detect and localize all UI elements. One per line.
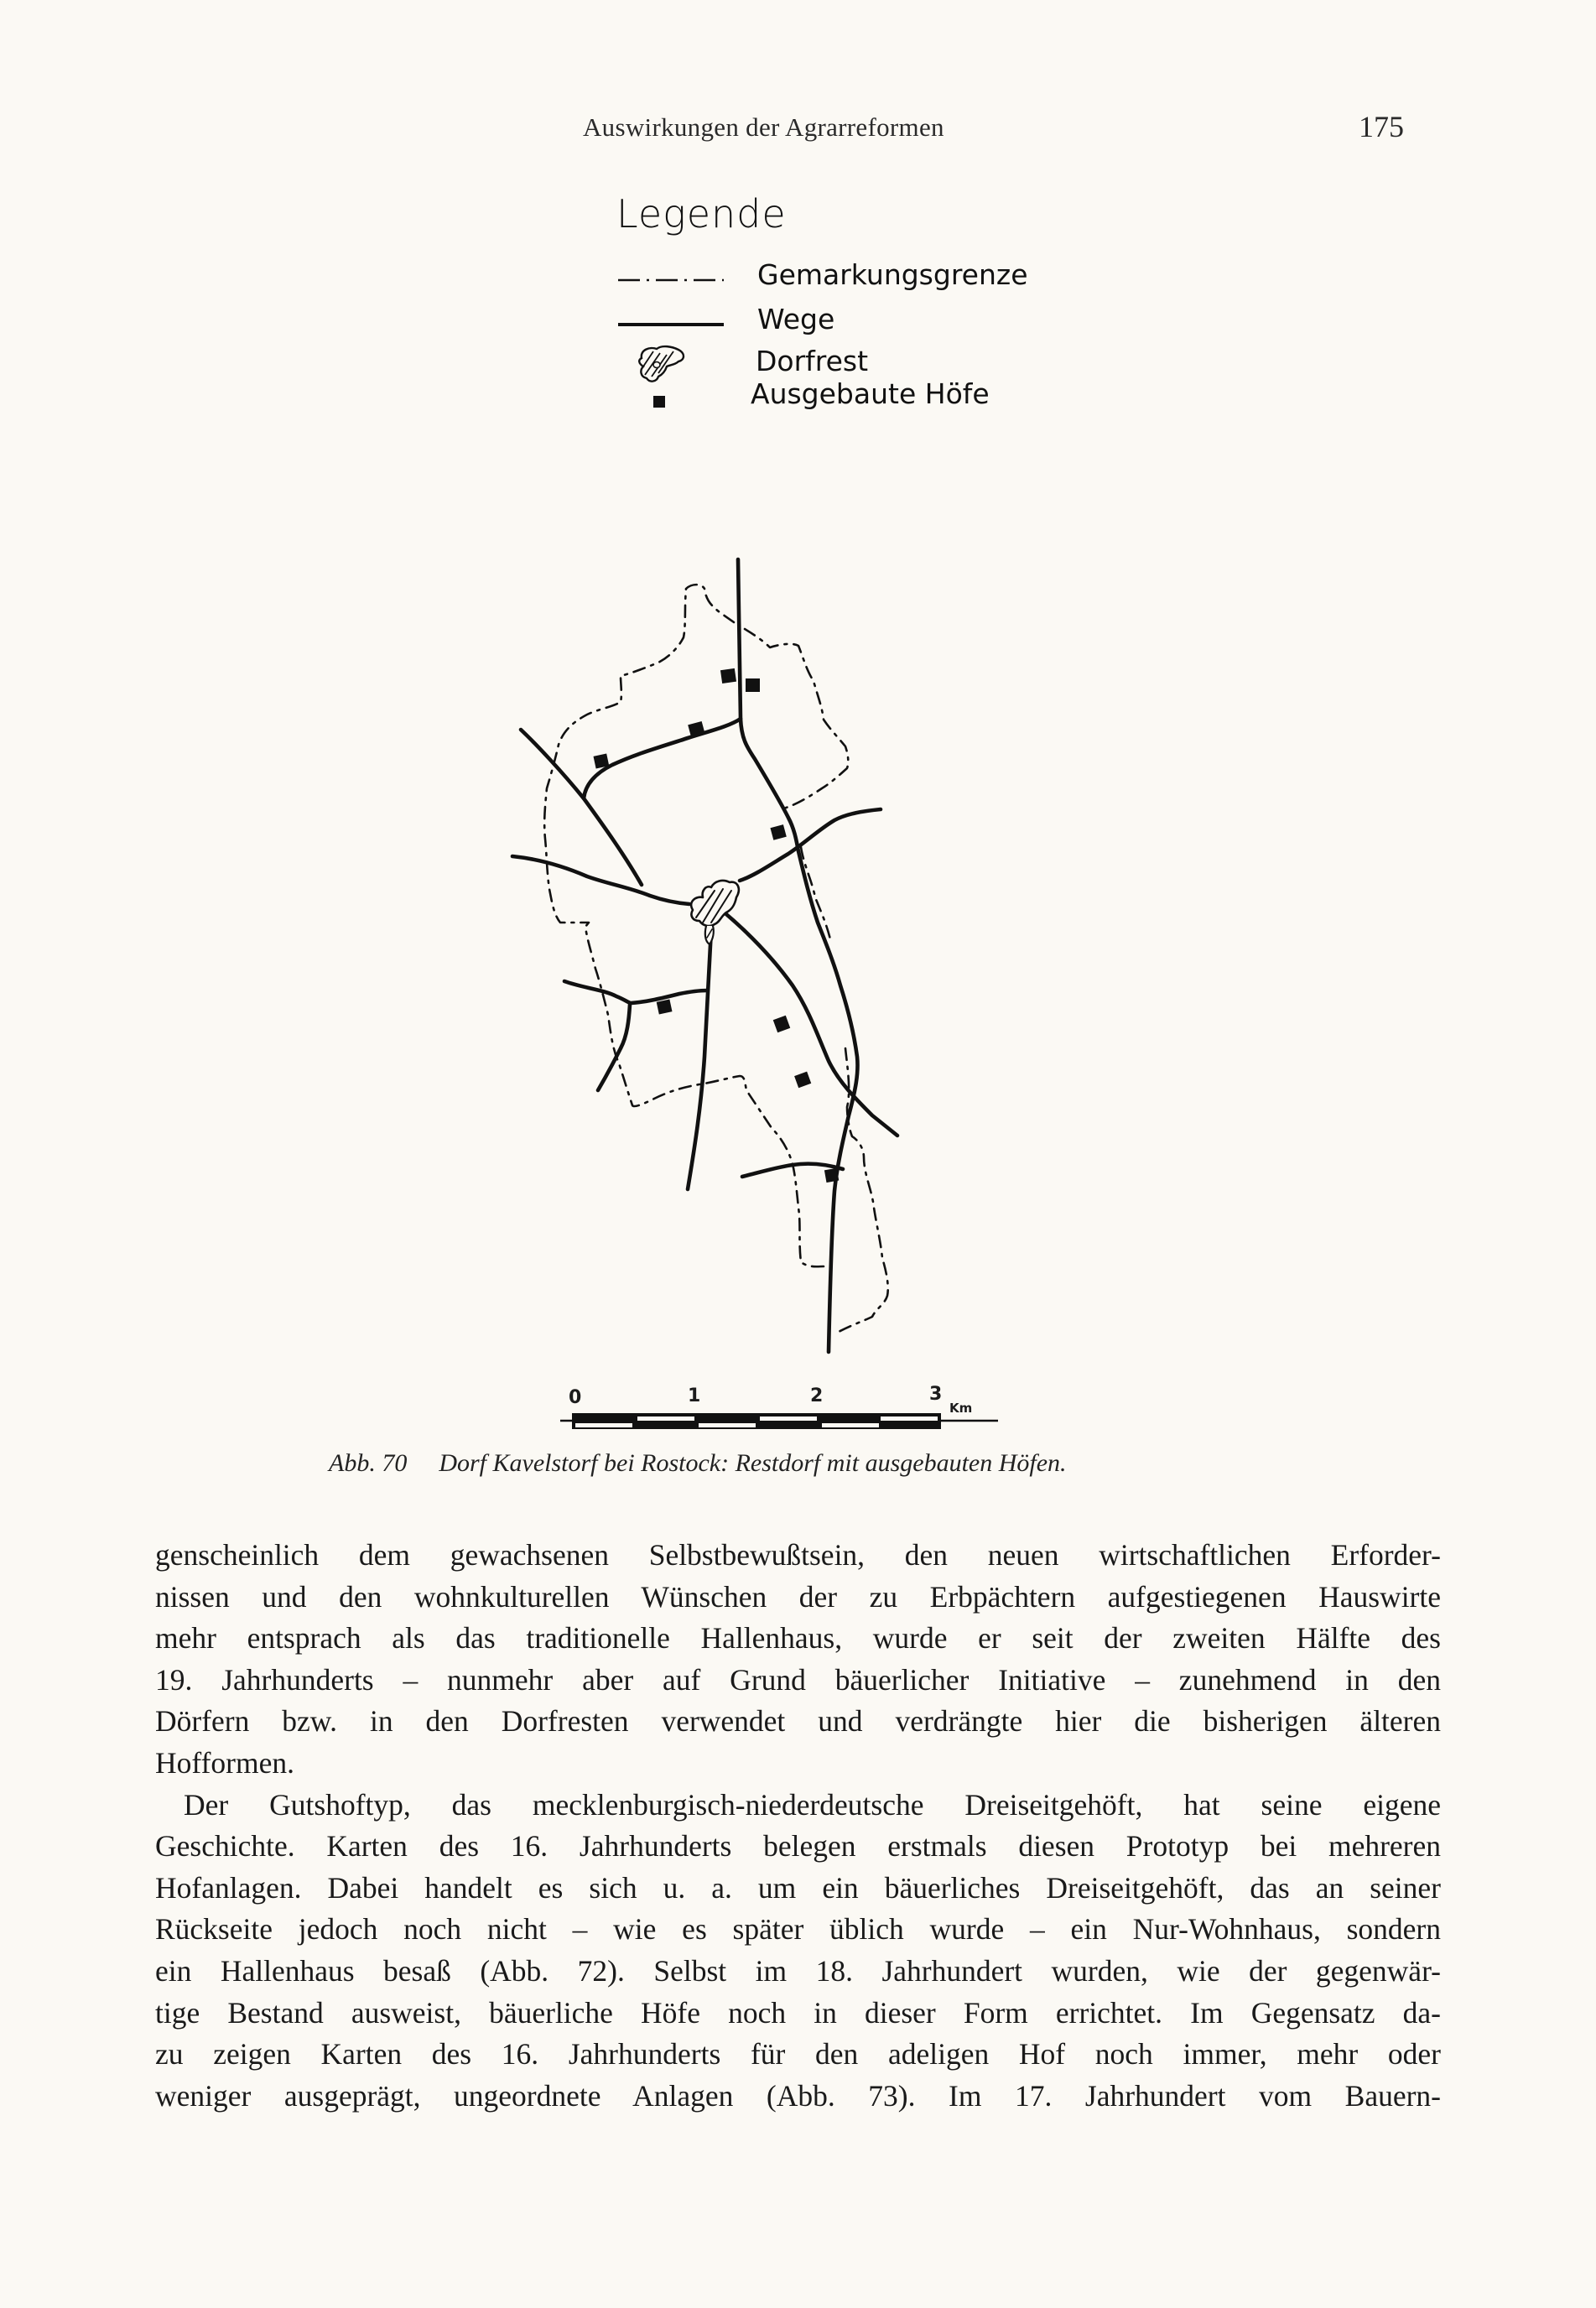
farm-marker bbox=[773, 1016, 791, 1033]
farm-marker bbox=[770, 824, 786, 840]
text-line: Der Gutshoftyp, das mecklenburgisch-niederdeutsche Dreiseitgehöft, hat seine eigene bbox=[184, 1787, 1441, 1822]
farm-marker bbox=[720, 668, 736, 684]
map-legend bbox=[616, 191, 1120, 426]
farm-marker bbox=[794, 1072, 811, 1089]
text-line: 19. Jahrhunderts – nunmehr aber auf Grund bäuerlicher Initiative – zunehmend in den bbox=[155, 1662, 1441, 1697]
figure-number: Abb. 70 bbox=[329, 1449, 408, 1477]
text-line: Dörfern bzw. in den Dorfresten verwendet und verdrängte hier die bisherigen älteren bbox=[155, 1704, 1441, 1739]
legend-item-roads bbox=[616, 303, 1120, 340]
text-line: mehr entsprach als das traditionelle Hallenhaus, wurde er seit der zweiten Hälfte des bbox=[155, 1621, 1441, 1656]
road-south bbox=[688, 929, 711, 1189]
road-southwest bbox=[564, 981, 707, 1003]
text-line: Geschichte. Karten des 16. Jahrhunderts belegen erstmals diesen Prototyp bei mehreren bbox=[155, 1829, 1441, 1864]
figure-caption bbox=[329, 1449, 1067, 1478]
text-line: genscheinlich dem gewachsenen Selbstbewußtsein, den neuen wirtschaftlichen Erforder- bbox=[155, 1538, 1441, 1572]
scale-tick-label: 1 bbox=[688, 1385, 701, 1406]
black-square-icon bbox=[650, 389, 675, 414]
road-east bbox=[740, 809, 881, 881]
farm-marker bbox=[824, 1168, 839, 1183]
road-north-main bbox=[738, 559, 858, 1352]
dash-dot-line-icon bbox=[616, 258, 725, 295]
running-head: Auswirkungen der Agrarreformen bbox=[583, 112, 944, 142]
body-text bbox=[155, 1535, 1441, 2117]
farm-marker bbox=[657, 999, 673, 1014]
legend-item-farms bbox=[616, 377, 1120, 414]
village-remnant bbox=[691, 881, 739, 944]
page-number: 175 bbox=[1359, 110, 1404, 143]
village-map bbox=[470, 537, 1074, 1375]
scale-tick-label: 3 bbox=[929, 1384, 943, 1405]
text-line: Hofanlagen. Dabei handelt es sich u. a. um ein bäuerliches Dreiseitgehöft, das an seiner bbox=[155, 1870, 1441, 1905]
text-line: ein Hallenhaus besaß (Abb. 72). Selbst im 18. Jahrhundert wurden, wie der gegenwär- bbox=[155, 1953, 1441, 1988]
scale-tick-label: 2 bbox=[810, 1385, 824, 1406]
boundary-line bbox=[544, 585, 888, 1332]
legend-title: Legende bbox=[616, 191, 787, 237]
scale-bar bbox=[554, 1375, 1023, 1434]
road-west bbox=[512, 856, 689, 904]
solid-line-icon bbox=[616, 303, 725, 340]
legend-label: Ausgebaute Höfe bbox=[751, 377, 990, 410]
scale-tick-label: 0 bbox=[569, 1387, 582, 1408]
text-line: Hofformen. bbox=[155, 1745, 294, 1780]
farm-markers bbox=[594, 668, 840, 1183]
text-line: tige Bestand ausweist, bäuerliche Höfe noch in dieser Form errichtet. Im Gegensatz da- bbox=[155, 1995, 1441, 2030]
legend-label: Dorfrest bbox=[756, 345, 869, 377]
scale-unit-label: Km bbox=[949, 1401, 973, 1416]
text-line: Rückseite jedoch noch nicht – wie es später üblich wurde – ein Nur-Wohnhaus, sondern bbox=[155, 1912, 1441, 1947]
farm-marker bbox=[746, 678, 760, 692]
road-southeast bbox=[721, 910, 897, 1136]
legend-label: Gemarkungsgrenze bbox=[757, 258, 1028, 291]
legend-label: Wege bbox=[757, 303, 835, 335]
caption-text: Dorf Kavelstorf bei Rostock: Restdorf mit ausgebauten Höfen. bbox=[439, 1449, 1067, 1477]
legend-item-village-remnant bbox=[616, 345, 1120, 382]
legend-item-boundary bbox=[616, 258, 1120, 295]
text-line: weniger ausgeprägt, ungeordnete Anlagen (Abb. 73). Im 17. Jahrhundert vom Bauern- bbox=[155, 2078, 1441, 2113]
text-line: nissen und den wohnkulturellen Wünschen der zu Erbpächtern aufgestiegenen Hauswirte bbox=[155, 1579, 1441, 1614]
text-line: zu zeigen Karten des 16. Jahrhunderts für den adeligen Hof noch immer, mehr oder bbox=[155, 2037, 1441, 2071]
